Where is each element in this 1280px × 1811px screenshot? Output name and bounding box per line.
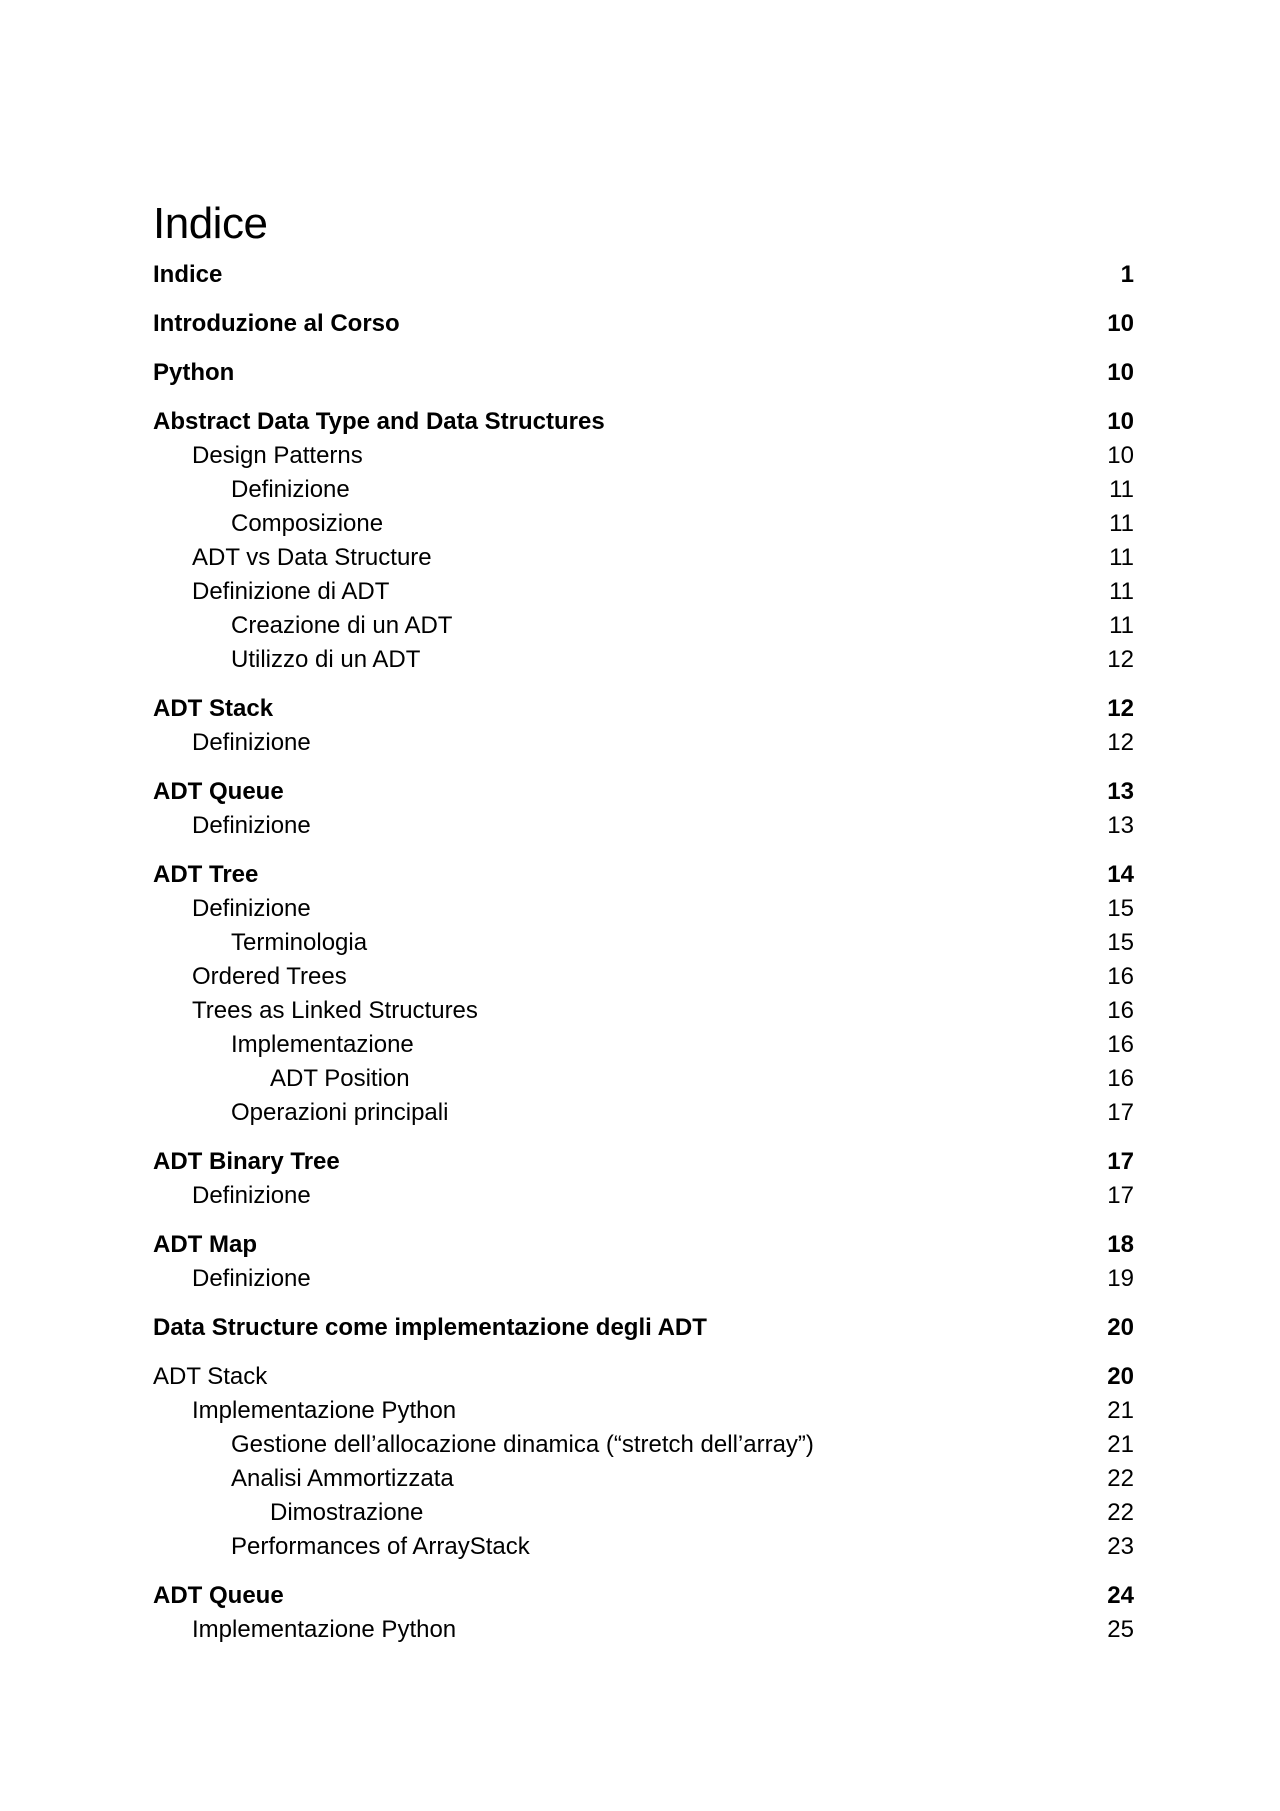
toc-entry-label: Definizione — [192, 895, 311, 922]
toc-entry-page-number: 15 — [1107, 929, 1134, 956]
toc-entry[interactable] — [153, 726, 1134, 760]
toc-entry[interactable] — [153, 1028, 1134, 1062]
toc-entry-page-number: 1 — [1120, 261, 1134, 288]
toc-entry-label: ADT Stack — [153, 695, 274, 722]
toc-entry-page-number: 21 — [1107, 1397, 1134, 1424]
toc-entry-label: Design Patterns — [192, 442, 363, 469]
toc-entry[interactable] — [153, 609, 1134, 643]
toc-entry-label: Terminologia — [231, 929, 368, 956]
toc-entry-label: ADT Stack — [153, 1363, 268, 1390]
toc-entry-page-number: 17 — [1107, 1099, 1134, 1126]
toc-entry[interactable] — [153, 356, 1134, 390]
toc-entry-label: Definizione — [192, 729, 311, 756]
toc-entry[interactable] — [153, 1179, 1134, 1213]
toc-entry-page-number: 12 — [1107, 695, 1134, 722]
toc-entry-page-number: 11 — [1109, 578, 1134, 605]
toc-entry-label: ADT Position — [270, 1065, 410, 1092]
toc-entry-page-number: 13 — [1107, 812, 1134, 839]
toc-entry-page-number: 16 — [1107, 1031, 1134, 1058]
toc-entry-label: Introduzione al Corso — [153, 310, 400, 337]
toc-entry[interactable] — [153, 473, 1134, 507]
toc-entry[interactable] — [153, 541, 1134, 575]
toc-entry-label: Definizione — [231, 476, 350, 503]
toc-entry[interactable] — [153, 1394, 1134, 1428]
toc-entry-label: Implementazione Python — [192, 1397, 457, 1424]
toc-entry-label: ADT Queue — [153, 1582, 284, 1609]
toc-entry-label: Python — [153, 359, 235, 386]
toc-entry-page-number: 10 — [1107, 408, 1134, 435]
toc-entry-page-number: 11 — [1109, 476, 1134, 503]
toc-entry[interactable] — [153, 926, 1134, 960]
toc-entry-page-number: 17 — [1107, 1182, 1134, 1209]
toc-entry-label: Trees as Linked Structures — [192, 997, 478, 1024]
toc-entry[interactable] — [153, 1530, 1134, 1564]
toc-entry[interactable] — [153, 1062, 1134, 1096]
toc-entry-label: Definizione — [192, 1182, 311, 1209]
toc-entry-page-number: 12 — [1107, 729, 1134, 756]
toc-entry-page-number: 11 — [1109, 612, 1134, 639]
toc-entry-page-number: 22 — [1107, 1499, 1134, 1526]
toc-entry-page-number: 14 — [1107, 861, 1134, 888]
toc-entry[interactable] — [153, 1262, 1134, 1296]
toc-entry[interactable] — [153, 1613, 1134, 1647]
toc-entry[interactable] — [153, 1462, 1134, 1496]
toc-entry-page-number: 21 — [1107, 1431, 1134, 1458]
toc-entry[interactable] — [153, 439, 1134, 473]
toc-entry[interactable] — [153, 1360, 1134, 1394]
toc-entry[interactable] — [153, 1428, 1134, 1462]
toc-entry-label: ADT Map — [153, 1231, 257, 1258]
toc-entry-page-number: 11 — [1109, 510, 1134, 537]
toc-entry-label: ADT Binary Tree — [153, 1148, 340, 1175]
toc-entry-page-number: 18 — [1107, 1231, 1134, 1258]
toc-entry[interactable] — [153, 775, 1134, 809]
toc-entry-page-number: 19 — [1107, 1265, 1134, 1292]
toc-entry[interactable] — [153, 1228, 1134, 1262]
toc-entry-page-number: 15 — [1107, 895, 1134, 922]
toc-entry[interactable] — [153, 1096, 1134, 1130]
toc-entry-page-number: 20 — [1107, 1363, 1134, 1390]
toc-entry[interactable] — [153, 258, 1134, 292]
toc-entry-label: Utilizzo di un ADT — [231, 646, 421, 673]
toc-entry-page-number: 16 — [1107, 1065, 1134, 1092]
toc-entry-label: ADT vs Data Structure — [192, 544, 432, 571]
toc-entry-page-number: 10 — [1107, 359, 1134, 386]
toc-entry-page-number: 11 — [1109, 544, 1134, 571]
toc-entry-page-number: 25 — [1107, 1616, 1134, 1643]
toc-entry-page-number: 20 — [1107, 1314, 1134, 1341]
toc-entry-label: Indice — [153, 261, 223, 288]
toc-entry[interactable] — [153, 405, 1134, 439]
toc-entry[interactable] — [153, 1145, 1134, 1179]
toc-entry-label: Implementazione Python — [192, 1616, 457, 1643]
toc-entry[interactable] — [153, 1579, 1134, 1613]
toc-entry[interactable] — [153, 507, 1134, 541]
toc-entry[interactable] — [153, 892, 1134, 926]
toc-entry-page-number: 16 — [1107, 997, 1134, 1024]
toc-entry-page-number: 12 — [1107, 646, 1134, 673]
toc-entry-label: ADT Tree — [153, 861, 259, 888]
toc-entry-label: Implementazione — [231, 1031, 414, 1058]
document-page — [153, 198, 1134, 1647]
toc-entry-page-number: 10 — [1107, 442, 1134, 469]
toc-entry-label: Performances of ArrayStack — [231, 1533, 530, 1560]
toc-entry-page-number: 16 — [1107, 963, 1134, 990]
toc-entry-label: Dimostrazione — [270, 1499, 424, 1526]
toc-entry-label: Gestione dell’allocazione dinamica (“stretch dell’array”) — [231, 1431, 814, 1458]
toc-entry-page-number: 23 — [1107, 1533, 1134, 1560]
toc-entry-label: Abstract Data Type and Data Structures — [153, 408, 605, 435]
toc-entry-page-number: 22 — [1107, 1465, 1134, 1492]
toc-entry-page-number: 10 — [1107, 310, 1134, 337]
toc-entry-label: Definizione — [192, 1265, 311, 1292]
toc-entry[interactable] — [153, 960, 1134, 994]
toc-entry[interactable] — [153, 1311, 1134, 1345]
toc-entry-label: Composizione — [231, 510, 384, 537]
toc-entry-label: Data Structure come implementazione degli ADT — [153, 1314, 707, 1341]
toc-entry-label: Definizione — [192, 812, 311, 839]
toc-entry-label: Analisi Ammortizzata — [231, 1465, 454, 1492]
toc-entry-page-number: 24 — [1107, 1582, 1134, 1609]
toc-entry-label: Definizione di ADT — [192, 578, 390, 605]
toc-entry[interactable] — [153, 809, 1134, 843]
table-of-contents — [153, 258, 1134, 1647]
toc-entry[interactable] — [153, 858, 1134, 892]
toc-entry-label: Operazioni principali — [231, 1099, 449, 1126]
toc-entry[interactable] — [153, 692, 1134, 726]
toc-entry-page-number: 13 — [1107, 778, 1134, 805]
toc-entry-label: ADT Queue — [153, 778, 284, 805]
toc-entry-label: Creazione di un ADT — [231, 612, 453, 639]
toc-entry-label: Ordered Trees — [192, 963, 347, 990]
toc-entry[interactable] — [153, 307, 1134, 341]
toc-entry[interactable] — [153, 994, 1134, 1028]
toc-entry[interactable] — [153, 643, 1134, 677]
toc-entry[interactable] — [153, 1496, 1134, 1530]
page-title: Indice — [153, 199, 268, 248]
toc-entry-page-number: 17 — [1107, 1148, 1134, 1175]
toc-entry[interactable] — [153, 575, 1134, 609]
